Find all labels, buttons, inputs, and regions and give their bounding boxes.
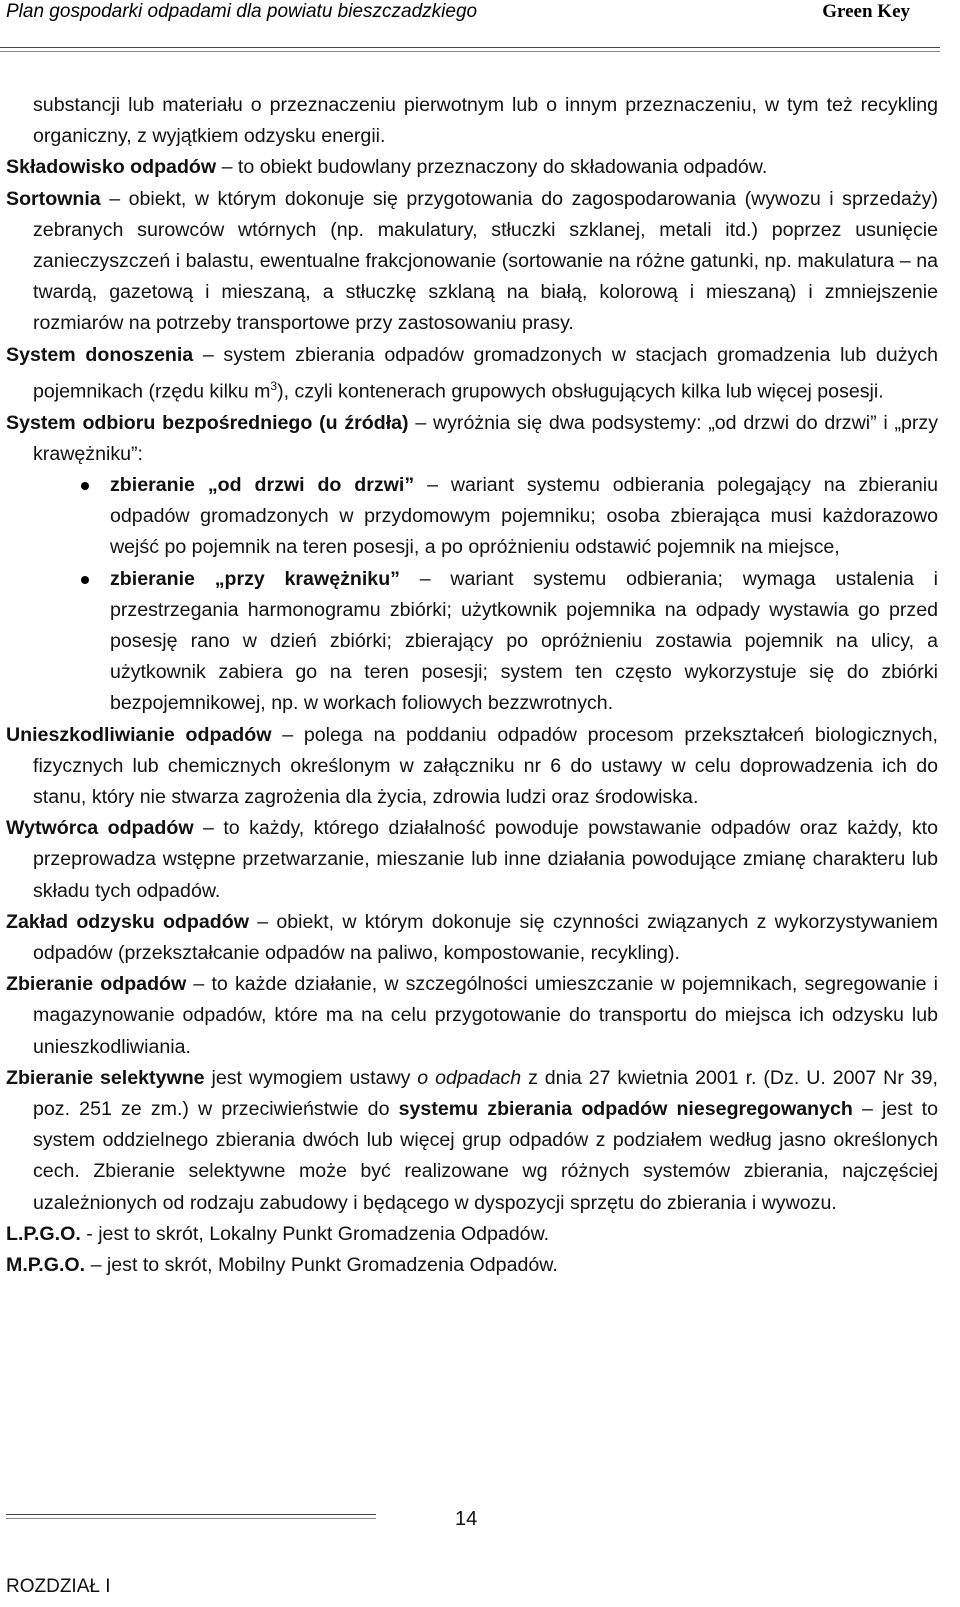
definition-system-odbioru: System odbioru bezpośredniego (u źródła) – wyróżnia się dwa podsystemy: „od drzwi do drzwi” i „przy krawężniku”: bbox=[6, 411, 938, 465]
definition-wytworca: Wytwórca odpadów – to każdy, którego działalność powoduje powstawanie odpadów oraz każdy, kto przeprowadza wstępne przetwarzanie, mieszanie lub inne działania powodujące zmianę charakteru lub składu tych odpadów. bbox=[6, 817, 938, 902]
header-divider bbox=[0, 47, 940, 48]
list-item: zbieranie „przy krawężniku” – wariant systemu odbierania; wymaga ustalenia i przestrzegania harmonogramu zbiórki; użytkownik pojemnika na odpady wystawia go przed posesję rano w dzień zbiórki; zbierający po opróżnieniu zostawia pojemnik na ulicy, a użytkownik zabiera go na teren posesji; system ten często wykorzystuje się do zbiórki bezpojemnikowej, np. w workach foliowych bezzwrotnych. bbox=[6, 564, 938, 720]
term-zbieranie-selektywne: Zbieranie selektywne bbox=[6, 1066, 205, 1089]
list-item: zbieranie „od drzwi do drzwi” – wariant systemu odbierania polegający na zbieraniu odpadów gromadzonych w przydomowym pojemniku; osoba zbierająca musi każdorazowo wejść po pojemnik na teren posesji, a po opróżnieniu odstawić pojemnik na miejsce, bbox=[6, 470, 938, 564]
term-sortownia: Sortownia bbox=[6, 187, 101, 210]
definition-lpgo: L.P.G.O. - jest to skrót, Lokalny Punkt Gromadzenia Odpadów. bbox=[6, 1222, 550, 1245]
term-lpgo: L.P.G.O. bbox=[6, 1222, 81, 1245]
term-skladowisko: Składowisko odpadów bbox=[6, 156, 217, 179]
definition-zaklad-odzysku: Zakład odzysku odpadów – obiekt, w którym dokonuje się czynności związanych z wykorzystywaniem odpadów (przekształcanie odpadów na paliwo, kompostowanie, recykling). bbox=[6, 910, 938, 965]
definition-mpgo: M.P.G.O. – jest to skrót, Mobilny Punkt Gromadzenia Odpadów. bbox=[6, 1254, 558, 1277]
footer-divider bbox=[6, 1514, 376, 1515]
document-body bbox=[6, 90, 938, 1281]
term-zbieranie-odpadow: Zbieranie odpadów bbox=[6, 973, 187, 996]
header-brand: Green Key bbox=[822, 1, 910, 22]
term-zaklad-odzysku: Zakład odzysku odpadów bbox=[6, 910, 249, 933]
subsystem-list bbox=[6, 470, 938, 720]
header-title: Plan gospodarki odpadami dla powiatu bieszczadzkiego bbox=[6, 1, 478, 22]
definition-system-donoszenia: System donoszenia – system zbierania odpadów gromadzonych w stacjach gromadzenia lub dużych pojemnikach (rzędu kilku $m^3$), czyli kontenerach grupowych obsługujących kilka lub więcej posesji. bbox=[6, 343, 938, 403]
term-system-odbioru: System odbioru bezpośredniego (u źródła) bbox=[6, 411, 409, 434]
definition-skladowisko: Składowisko odpadów – to obiekt budowlany przeznaczony do składowania odpadów. bbox=[6, 156, 768, 179]
bullet-icon bbox=[81, 482, 89, 490]
definition-unieszkodliwianie: Unieszkodliwianie odpadów – polega na poddaniu odpadów procesom przekształceń biologicznych, fizycznych lub chemicznych określonym w załączniku nr 6 do ustawy w celu doprowadzenia ich do stanu, który nie stwarza zagrożenia dla życia, zdrowia ludzi oraz środowiska. bbox=[6, 723, 939, 808]
header-divider-thin bbox=[0, 51, 940, 52]
page-number: 14 bbox=[455, 1508, 478, 1530]
term-mpgo: M.P.G.O. bbox=[6, 1254, 86, 1277]
definition-sortownia: Sortownia – obiekt, w którym dokonuje się przygotowania do zagospodarowania (wywozu i sprzedaży) zebranych surowców wtórnych (np. makulatury, stłuczki szklanej, metali itd.) poprzez usunięcie zanieczyszczeń i balastu, ewentualne frakcjonowanie (sortowanie na różne gatunki, np. makulatura – na twardą, gazetową i mieszaną, a stłuczkę szklaną na białą, kolorową i mieszaną) i zmniejszenie rozmiarów na potrzeby transportowe przy zastosowaniu prasy. bbox=[6, 187, 938, 335]
footer-divider-thin bbox=[6, 1518, 376, 1519]
bullet-icon bbox=[81, 576, 89, 584]
term-system-donoszenia: System donoszenia bbox=[6, 343, 194, 366]
definition-zbieranie-selektywne: Zbieranie selektywne jest wymogiem ustawy o odpadach z dnia 27 kwietnia 2001 r. (Dz. U. 2007 Nr 39, poz. 251 ze zm.) w przeciwieństwie do systemu zbierania odpadów niesegregowanych – jest to system oddzielnego zbierania dwóch lub więcej grup odpadów z podziałem według jasno określonych cech. Zbieranie selektywne może być realizowane wg różnych systemów zbierania, najczęściej uzależnionych od rodzaju zabudowy i będącego w dyspozycji sprzętu do zbierania i wywozu. bbox=[6, 1066, 939, 1214]
definition-zbieranie-odpadow: Zbieranie odpadów – to każde działanie, w szczególności umieszczanie w pojemnikach, segregowanie i magazynowanie odpadów, które ma na celu przygotowanie do transportu do miejsca ich odzysku lub unieszkodliwiania. bbox=[6, 973, 938, 1058]
term-wytworca: Wytwórca odpadów bbox=[6, 817, 194, 840]
term-unieszkodliwianie: Unieszkodliwianie odpadów bbox=[6, 723, 272, 746]
chapter-label: ROZDZIAŁ I bbox=[6, 1576, 111, 1597]
paragraph-continued: substancji lub materiału o przeznaczeniu pierwotnym lub o innym przeznaczeniu, w tym też recykling organiczny, z wyjątkiem odzysku energii. bbox=[33, 94, 938, 148]
